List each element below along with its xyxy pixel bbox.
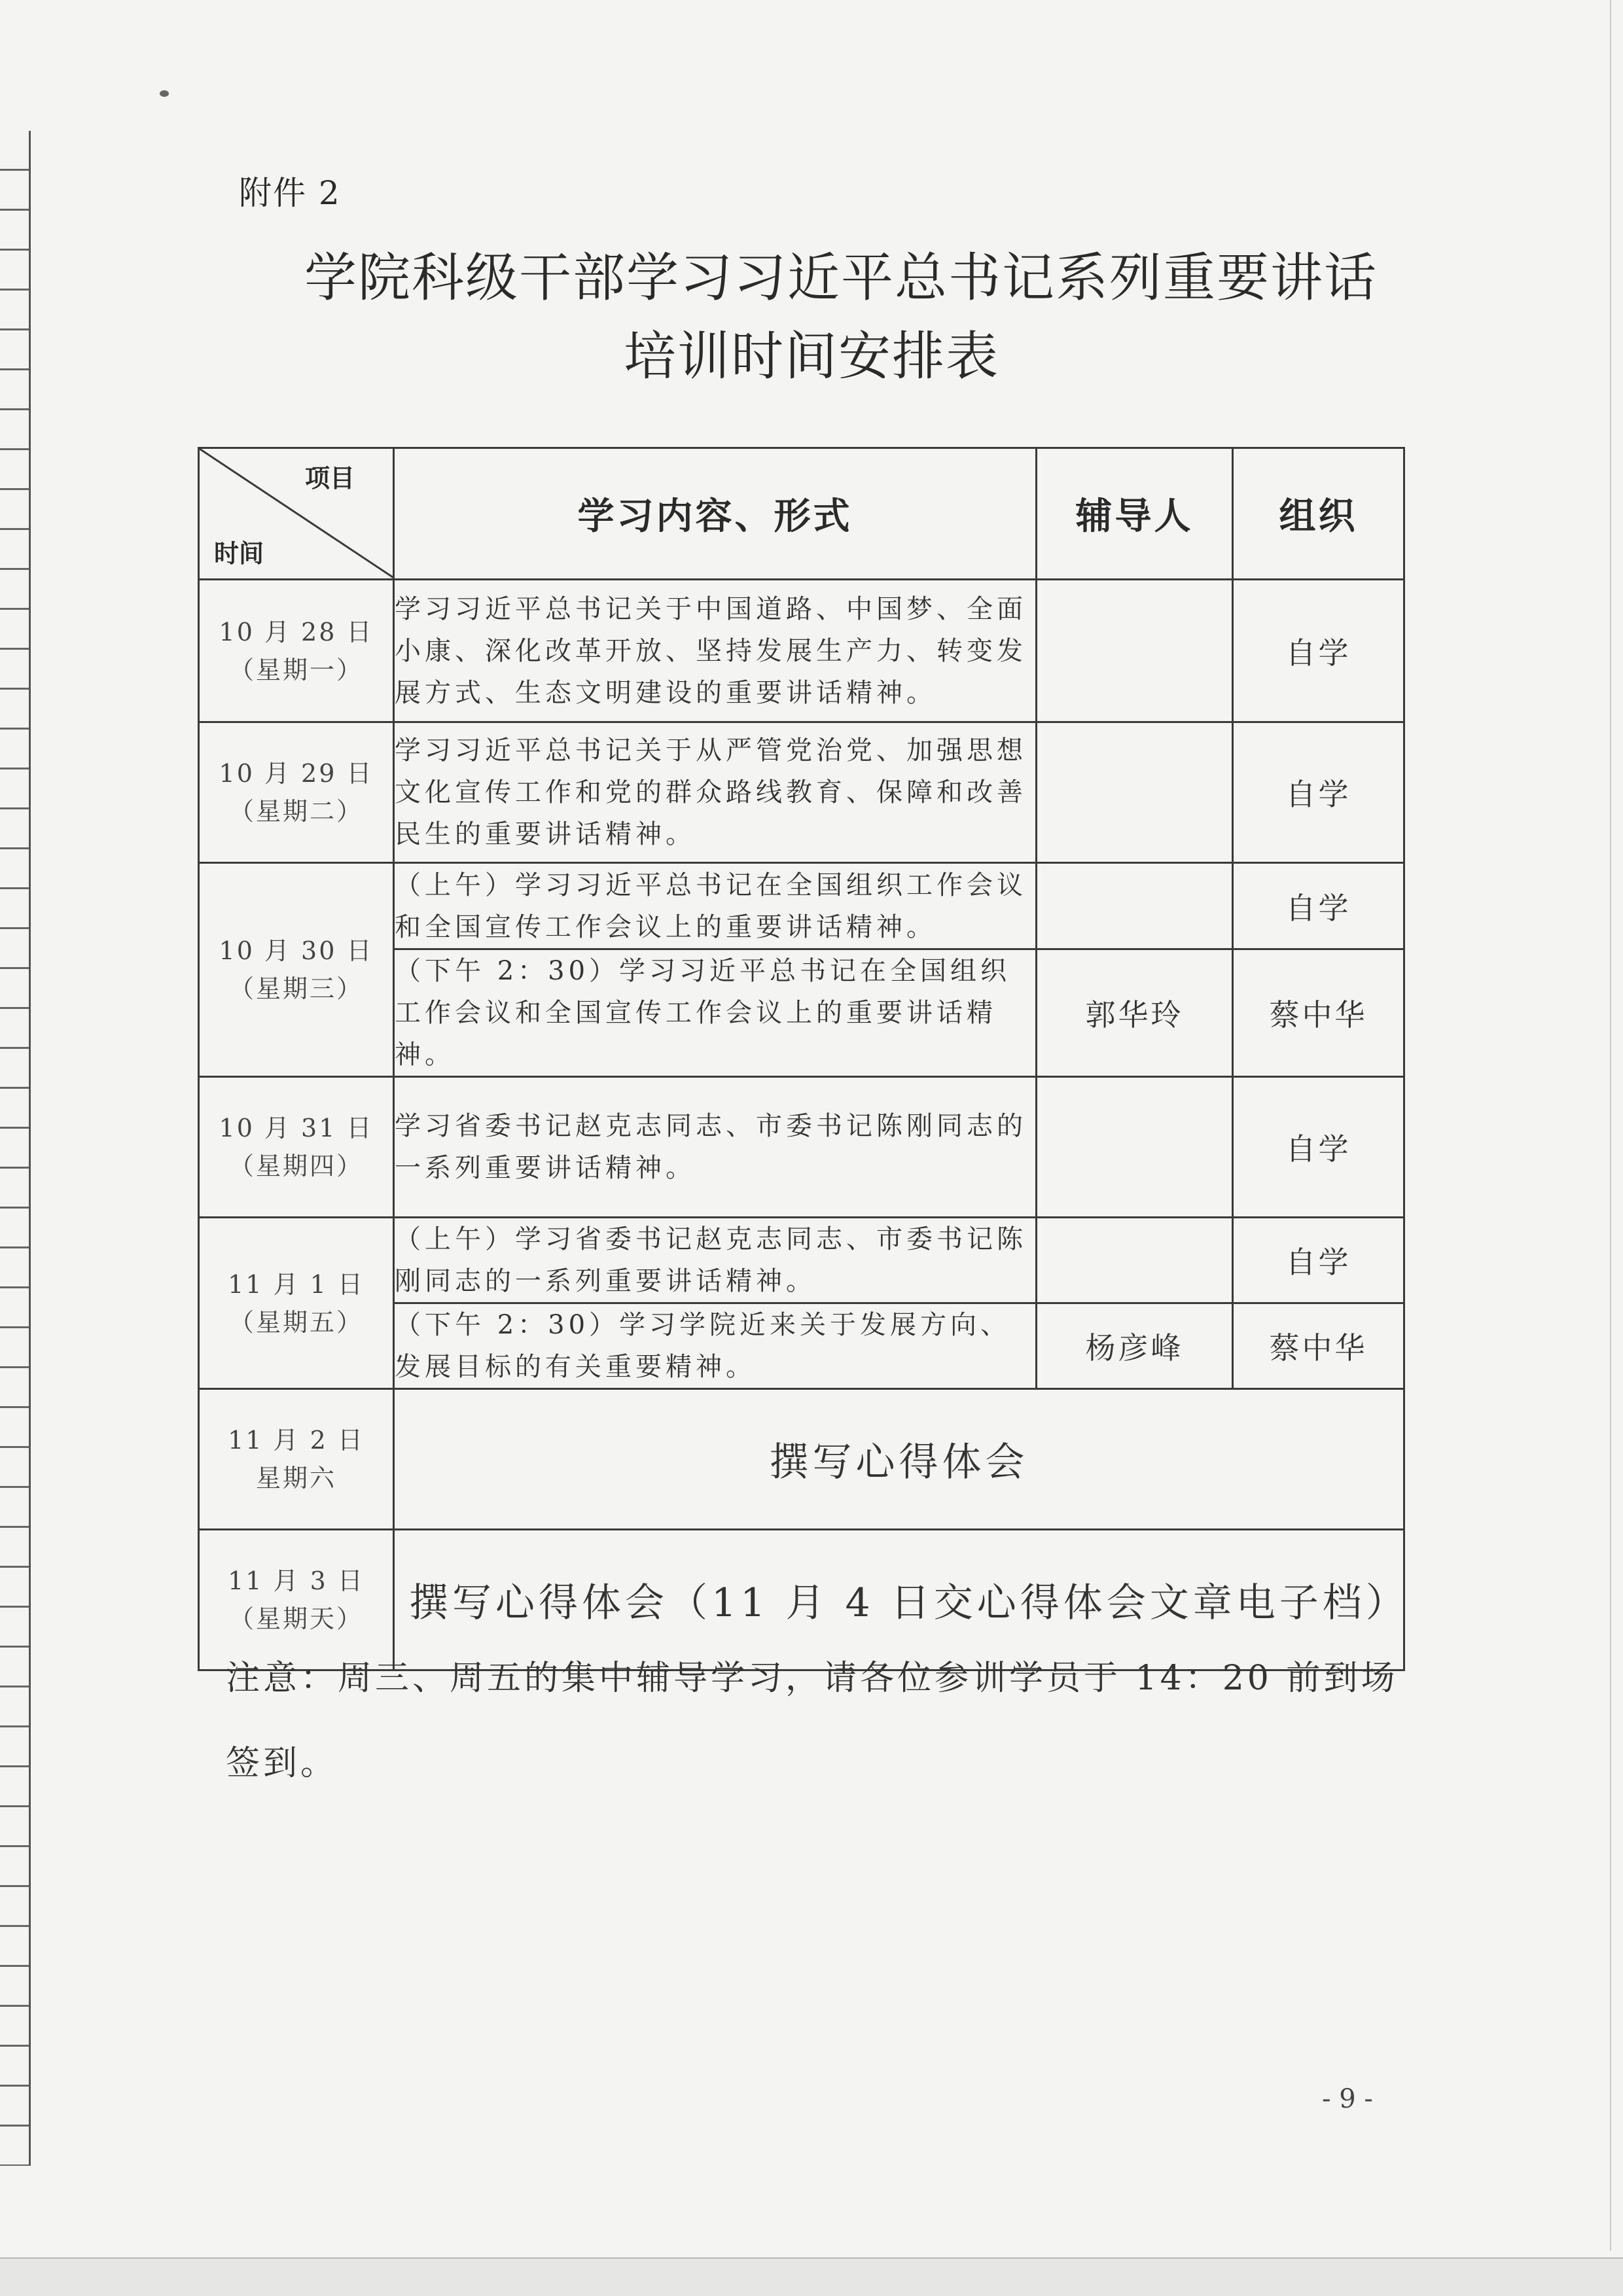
weekday: （星期二） bbox=[228, 797, 363, 826]
header-tutor: 辅导人 bbox=[1037, 448, 1233, 580]
org-cell: 自学 bbox=[1233, 580, 1404, 722]
table-row bbox=[199, 863, 1404, 949]
org-cell: 蔡中华 bbox=[1233, 949, 1404, 1077]
date-cell bbox=[199, 1218, 394, 1389]
page-number: - 9 - bbox=[1322, 2084, 1373, 2114]
content-cell: （下午 2：30）学习学院近来关于发展方向、发展目标的有关重要精神。 bbox=[394, 1303, 1037, 1389]
date-cell bbox=[199, 722, 394, 863]
document-title-line2: 培训时间安排表 bbox=[624, 326, 999, 387]
header-project: 项目 bbox=[304, 463, 355, 493]
merged-content-cell: 撰写心得体会（11 月 4 日交心得体会文章电子档） bbox=[394, 1530, 1404, 1670]
weekday: （星期三） bbox=[228, 974, 363, 1003]
date: 10 月 29 日 bbox=[219, 759, 374, 788]
note-text: 注意：周三、周五的集中辅导学习，请各位参训学员于 14：20 前到场签到。 bbox=[226, 1659, 1399, 1783]
header-org: 组织 bbox=[1233, 448, 1404, 580]
scan-speck bbox=[160, 90, 169, 97]
org-cell: 蔡中华 bbox=[1233, 1303, 1404, 1389]
date-cell bbox=[199, 863, 394, 1077]
content-cell: 学习习近平总书记关于中国道路、中国梦、全面小康、深化改革开放、坚持发展生产力、转变发展方式、生态文明建设的重要讲话精神。 bbox=[394, 580, 1037, 722]
binding-edge bbox=[0, 131, 31, 2166]
date: 10 月 30 日 bbox=[219, 936, 374, 965]
content-cell: 学习省委书记赵克志同志、市委书记陈刚同志的一系列重要讲话精神。 bbox=[394, 1077, 1037, 1218]
date-cell bbox=[199, 1077, 394, 1218]
header-content: 学习内容、形式 bbox=[394, 448, 1037, 580]
weekday: （星期一） bbox=[228, 655, 363, 684]
date: 10 月 31 日 bbox=[219, 1114, 374, 1142]
schedule-table bbox=[198, 447, 1409, 1671]
table-row bbox=[199, 1389, 1404, 1530]
table-header-row bbox=[199, 448, 1404, 580]
content-cell: （上午）学习省委书记赵克志同志、市委书记陈刚同志的一系列重要讲话精神。 bbox=[394, 1218, 1037, 1303]
date-cell bbox=[199, 580, 394, 722]
merged-content-cell: 撰写心得体会 bbox=[394, 1389, 1404, 1530]
table-row bbox=[199, 722, 1404, 863]
tutor-cell: 郭华玲 bbox=[1037, 949, 1233, 1077]
date: 11 月 1 日 bbox=[228, 1269, 365, 1299]
content-cell: （上午）学习习近平总书记在全国组织工作会议和全国宣传工作会议上的重要讲话精神。 bbox=[394, 863, 1037, 949]
weekday: （星期天） bbox=[228, 1604, 363, 1633]
org-cell: 自学 bbox=[1233, 1218, 1404, 1303]
header-diagonal-cell bbox=[199, 448, 394, 580]
date: 11 月 3 日 bbox=[228, 1566, 365, 1595]
tutor-cell: 杨彦峰 bbox=[1037, 1303, 1233, 1389]
org-cell: 自学 bbox=[1233, 1077, 1404, 1218]
weekday: 星期六 bbox=[255, 1464, 336, 1492]
tutor-cell bbox=[1037, 863, 1233, 949]
header-time: 时间 bbox=[214, 539, 264, 568]
attachment-label: 附件 2 bbox=[239, 174, 341, 212]
content-cell: 学习习近平总书记关于从严管党治党、加强思想文化宣传工作和党的群众路线教育、保障和改善民生的重要讲话精神。 bbox=[394, 722, 1037, 863]
table-row bbox=[199, 1218, 1404, 1303]
date: 10 月 28 日 bbox=[219, 617, 374, 646]
tutor-cell bbox=[1037, 722, 1233, 863]
org-cell: 自学 bbox=[1233, 722, 1404, 863]
weekday: （星期四） bbox=[228, 1152, 363, 1180]
tutor-cell bbox=[1037, 580, 1233, 722]
org-cell: 自学 bbox=[1233, 863, 1404, 949]
document-title-line1: 学院科级干部学习习近平总书记系列重要讲话 bbox=[304, 247, 1378, 308]
scan-bottom-edge bbox=[0, 2257, 1623, 2296]
tutor-cell bbox=[1037, 1218, 1233, 1303]
table-row bbox=[199, 1077, 1404, 1218]
date: 11 月 2 日 bbox=[228, 1426, 365, 1455]
table-row bbox=[199, 580, 1404, 722]
weekday: （星期五） bbox=[228, 1307, 363, 1337]
date-cell bbox=[199, 1389, 394, 1530]
tutor-cell bbox=[1037, 1077, 1233, 1218]
content-cell: （下午 2：30）学习习近平总书记在全国组织工作会议和全国宣传工作会议上的重要讲话精神。 bbox=[394, 949, 1037, 1077]
